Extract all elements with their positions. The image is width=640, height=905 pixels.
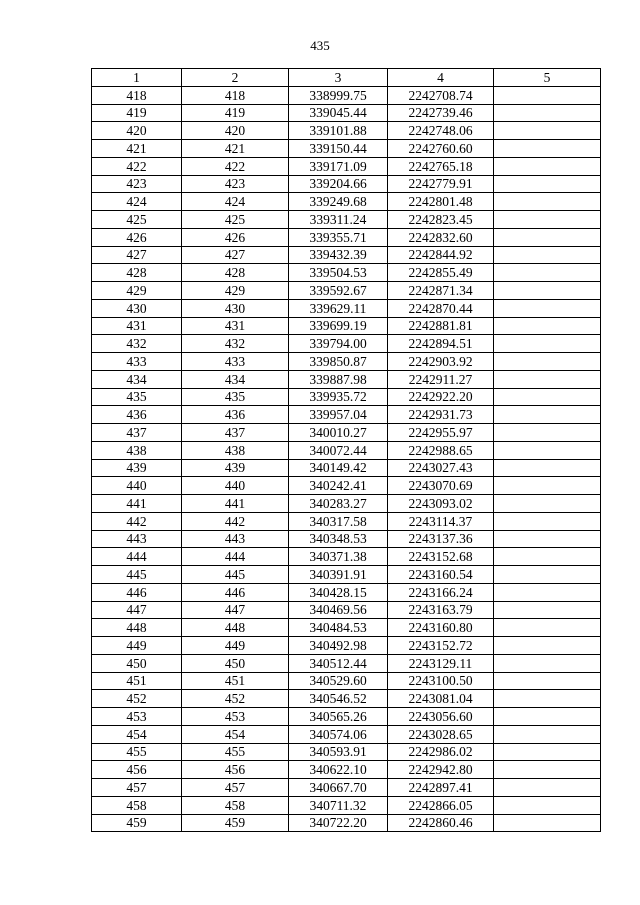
table-cell-col-2: 429 [182,282,289,300]
table-cell-col-2: 430 [182,299,289,317]
table-cell-col-1: 424 [92,193,182,211]
table-cell-col-5 [494,282,601,300]
table-cell-col-2: 420 [182,122,289,140]
table-cell-col-4: 2243137.36 [388,530,494,548]
table-cell-col-5 [494,122,601,140]
table-cell-col-3: 340149.42 [289,459,388,477]
table-cell-col-4: 2243093.02 [388,495,494,513]
table-cell-col-4: 2242931.73 [388,406,494,424]
table-row [92,140,601,158]
table-body [92,86,601,832]
table-cell-col-4: 2242894.51 [388,335,494,353]
table-cell-col-4: 2242903.92 [388,353,494,371]
table-cell-col-2: 452 [182,690,289,708]
table-cell-col-2: 456 [182,761,289,779]
table-cell-col-1: 438 [92,441,182,459]
table-cell-col-2: 425 [182,211,289,229]
table-row [92,157,601,175]
table-cell-col-4: 2243160.54 [388,566,494,584]
table-cell-col-5 [494,228,601,246]
table-row [92,441,601,459]
table-row [92,228,601,246]
table-cell-col-2: 419 [182,104,289,122]
table-cell-col-2: 454 [182,725,289,743]
table-cell-col-2: 441 [182,495,289,513]
table-cell-col-4: 2243028.65 [388,725,494,743]
table-cell-col-4: 2243129.11 [388,654,494,672]
table-cell-col-3: 340348.53 [289,530,388,548]
table-cell-col-5 [494,104,601,122]
table-cell-col-1: 450 [92,654,182,672]
table-cell-col-1: 429 [92,282,182,300]
table-cell-col-2: 440 [182,477,289,495]
table-cell-col-2: 437 [182,424,289,442]
table-row [92,512,601,530]
table-cell-col-2: 438 [182,441,289,459]
table-cell-col-4: 2242739.46 [388,104,494,122]
table-cell-col-1: 433 [92,353,182,371]
table-row [92,530,601,548]
table-cell-col-1: 437 [92,424,182,442]
table-cell-col-3: 340512.44 [289,654,388,672]
table-row [92,175,601,193]
table-cell-col-5 [494,477,601,495]
table-cell-col-3: 340722.20 [289,814,388,832]
table-row [92,495,601,513]
table-cell-col-3: 340484.53 [289,619,388,637]
table-cell-col-5 [494,335,601,353]
table-cell-col-3: 339794.00 [289,335,388,353]
table-cell-col-2: 444 [182,548,289,566]
table-cell-col-5 [494,761,601,779]
table-cell-col-4: 2243027.43 [388,459,494,477]
table-cell-col-4: 2242708.74 [388,86,494,104]
table-row [92,122,601,140]
table-cell-col-1: 435 [92,388,182,406]
table-cell-col-5 [494,175,601,193]
table-cell-col-2: 426 [182,228,289,246]
table-cell-col-4: 2242860.46 [388,814,494,832]
table-row [92,353,601,371]
table-cell-col-1: 447 [92,601,182,619]
table-cell-col-1: 430 [92,299,182,317]
table-cell-col-2: 424 [182,193,289,211]
table-cell-col-1: 457 [92,779,182,797]
table-cell-col-3: 339204.66 [289,175,388,193]
table-cell-col-3: 339101.88 [289,122,388,140]
table-cell-col-3: 340469.56 [289,601,388,619]
table-cell-col-1: 458 [92,796,182,814]
table-cell-col-3: 338999.75 [289,86,388,104]
table-row [92,583,601,601]
table-row [92,708,601,726]
table-row [92,459,601,477]
table-cell-col-4: 2242871.34 [388,282,494,300]
table-cell-col-2: 436 [182,406,289,424]
table-cell-col-3: 340622.10 [289,761,388,779]
table-cell-col-4: 2242765.18 [388,157,494,175]
table-cell-col-3: 340371.38 [289,548,388,566]
table-row [92,86,601,104]
table-cell-col-4: 2242897.41 [388,779,494,797]
table-cell-col-1: 426 [92,228,182,246]
table-cell-col-3: 340565.26 [289,708,388,726]
table-cell-col-5 [494,708,601,726]
table-cell-col-3: 339432.39 [289,246,388,264]
table-cell-col-4: 2242870.44 [388,299,494,317]
table-row [92,619,601,637]
table-cell-col-1: 454 [92,725,182,743]
table-cell-col-2: 418 [182,86,289,104]
table-cell-col-2: 442 [182,512,289,530]
table-cell-col-3: 340546.52 [289,690,388,708]
table-cell-col-2: 459 [182,814,289,832]
table-cell-col-4: 2242760.60 [388,140,494,158]
table-cell-col-4: 2242801.48 [388,193,494,211]
table-cell-col-3: 339504.53 [289,264,388,282]
table-cell-col-3: 340529.60 [289,672,388,690]
table-row [92,814,601,832]
page-number: 435 [310,38,330,53]
table-cell-col-5 [494,637,601,655]
table-row [92,548,601,566]
table-cell-col-5 [494,495,601,513]
table-cell-col-5 [494,743,601,761]
table-cell-col-2: 446 [182,583,289,601]
coordinates-table [91,68,601,832]
table-cell-col-2: 435 [182,388,289,406]
table-cell-col-5 [494,779,601,797]
table-cell-col-5 [494,654,601,672]
table-cell-col-4: 2242844.92 [388,246,494,264]
table-cell-col-2: 449 [182,637,289,655]
table-cell-col-1: 440 [92,477,182,495]
table-cell-col-5 [494,690,601,708]
table-cell-col-3: 340317.58 [289,512,388,530]
table-cell-col-5 [494,299,601,317]
table-cell-col-4: 2242881.81 [388,317,494,335]
table-row [92,672,601,690]
table-cell-col-1: 445 [92,566,182,584]
table-cell-col-3: 339850.87 [289,353,388,371]
table-cell-col-1: 418 [92,86,182,104]
table-row [92,104,601,122]
table-row [92,264,601,282]
table-cell-col-5 [494,86,601,104]
table-cell-col-3: 339249.68 [289,193,388,211]
table-cell-col-4: 2242911.27 [388,370,494,388]
table-cell-col-1: 419 [92,104,182,122]
table-cell-col-4: 2243152.68 [388,548,494,566]
table-cell-col-2: 445 [182,566,289,584]
table-cell-col-2: 447 [182,601,289,619]
table-cell-col-1: 455 [92,743,182,761]
table-cell-col-5 [494,796,601,814]
table-cell-col-4: 2243114.37 [388,512,494,530]
table-cell-col-1: 423 [92,175,182,193]
table-cell-col-2: 422 [182,157,289,175]
table-cell-col-5 [494,601,601,619]
table-row [92,779,601,797]
column-header-3: 3 [289,69,388,87]
table-row [92,406,601,424]
table-cell-col-5 [494,140,601,158]
table-cell-col-1: 422 [92,157,182,175]
table-cell-col-1: 425 [92,211,182,229]
table-row [92,317,601,335]
table-cell-col-4: 2243081.04 [388,690,494,708]
table-cell-col-4: 2242832.60 [388,228,494,246]
table-cell-col-4: 2243152.72 [388,637,494,655]
table-cell-col-2: 428 [182,264,289,282]
table-cell-col-5 [494,441,601,459]
table-cell-col-1: 442 [92,512,182,530]
table-row [92,193,601,211]
table-cell-col-3: 340428.15 [289,583,388,601]
table-row [92,424,601,442]
table-cell-col-4: 2243160.80 [388,619,494,637]
table-cell-col-5 [494,672,601,690]
table-cell-col-1: 428 [92,264,182,282]
table-row [92,370,601,388]
table-row [92,477,601,495]
table-cell-col-5 [494,264,601,282]
table-cell-col-3: 340391.91 [289,566,388,584]
table-cell-col-4: 2242986.02 [388,743,494,761]
table-row [92,761,601,779]
table-cell-col-2: 431 [182,317,289,335]
table-cell-col-2: 458 [182,796,289,814]
table-row [92,690,601,708]
table-cell-col-3: 340574.06 [289,725,388,743]
table-cell-col-3: 340072.44 [289,441,388,459]
table-row [92,566,601,584]
table-cell-col-5 [494,406,601,424]
table-cell-col-5 [494,512,601,530]
table-cell-col-2: 448 [182,619,289,637]
table-cell-col-3: 340593.91 [289,743,388,761]
table-cell-col-2: 455 [182,743,289,761]
table-cell-col-4: 2243166.24 [388,583,494,601]
table-row [92,796,601,814]
table-cell-col-5 [494,583,601,601]
table-cell-col-1: 452 [92,690,182,708]
table-cell-col-5 [494,566,601,584]
table-cell-col-5 [494,157,601,175]
table-cell-col-1: 456 [92,761,182,779]
table-cell-col-2: 457 [182,779,289,797]
column-header-4: 4 [388,69,494,87]
table-row [92,654,601,672]
table-cell-col-5 [494,211,601,229]
table-cell-col-5 [494,530,601,548]
table-row [92,299,601,317]
table-cell-col-1: 449 [92,637,182,655]
table-cell-col-1: 420 [92,122,182,140]
table-cell-col-3: 340283.27 [289,495,388,513]
table-cell-col-4: 2243056.60 [388,708,494,726]
table-cell-col-3: 340242.41 [289,477,388,495]
table-cell-col-3: 339957.04 [289,406,388,424]
table-row [92,601,601,619]
table-cell-col-4: 2243163.79 [388,601,494,619]
table-cell-col-4: 2243100.50 [388,672,494,690]
table-cell-col-5 [494,459,601,477]
table-cell-col-4: 2243070.69 [388,477,494,495]
table-cell-col-3: 339935.72 [289,388,388,406]
table-cell-col-4: 2242942.80 [388,761,494,779]
table-cell-col-2: 450 [182,654,289,672]
table-cell-col-1: 439 [92,459,182,477]
table-cell-col-5 [494,193,601,211]
table-cell-col-3: 340492.98 [289,637,388,655]
table-row [92,282,601,300]
table-cell-col-2: 433 [182,353,289,371]
table-cell-col-2: 453 [182,708,289,726]
table-cell-col-3: 339699.19 [289,317,388,335]
table-cell-col-1: 451 [92,672,182,690]
table-cell-col-4: 2242855.49 [388,264,494,282]
table-cell-col-3: 339311.24 [289,211,388,229]
table-cell-col-5 [494,725,601,743]
table-cell-col-3: 339150.44 [289,140,388,158]
table-cell-col-2: 427 [182,246,289,264]
table-cell-col-4: 2242988.65 [388,441,494,459]
table-cell-col-1: 453 [92,708,182,726]
table-cell-col-4: 2242779.91 [388,175,494,193]
table-row [92,335,601,353]
table-cell-col-4: 2242823.45 [388,211,494,229]
table-cell-col-1: 446 [92,583,182,601]
table-cell-col-3: 339355.71 [289,228,388,246]
table-cell-col-1: 443 [92,530,182,548]
table-row [92,637,601,655]
table-cell-col-1: 421 [92,140,182,158]
table-cell-col-2: 432 [182,335,289,353]
table-cell-col-5 [494,370,601,388]
table-cell-col-2: 434 [182,370,289,388]
table-cell-col-2: 443 [182,530,289,548]
table-cell-col-3: 339045.44 [289,104,388,122]
table-cell-col-2: 421 [182,140,289,158]
table-cell-col-1: 427 [92,246,182,264]
column-header-1: 1 [92,69,182,87]
table-cell-col-4: 2242866.05 [388,796,494,814]
table-cell-col-5 [494,548,601,566]
table-cell-col-5 [494,814,601,832]
table-cell-col-1: 441 [92,495,182,513]
column-header-5: 5 [494,69,601,87]
table-cell-col-3: 339887.98 [289,370,388,388]
table-cell-col-5 [494,317,601,335]
table-cell-col-1: 444 [92,548,182,566]
table-row [92,388,601,406]
table-cell-col-3: 340711.32 [289,796,388,814]
table-cell-col-4: 2242922.20 [388,388,494,406]
table-cell-col-1: 436 [92,406,182,424]
table-row [92,246,601,264]
table-cell-col-2: 439 [182,459,289,477]
table-cell-col-5 [494,353,601,371]
table-cell-col-4: 2242748.06 [388,122,494,140]
table-row [92,725,601,743]
table-cell-col-3: 340010.27 [289,424,388,442]
table-cell-col-1: 459 [92,814,182,832]
table-cell-col-3: 339592.67 [289,282,388,300]
table-cell-col-3: 339629.11 [289,299,388,317]
table-cell-col-5 [494,619,601,637]
table-cell-col-2: 451 [182,672,289,690]
table-header-row [92,69,601,87]
table-cell-col-2: 423 [182,175,289,193]
table-row [92,743,601,761]
table-cell-col-3: 339171.09 [289,157,388,175]
table-cell-col-4: 2242955.97 [388,424,494,442]
table-cell-col-3: 340667.70 [289,779,388,797]
table-cell-col-5 [494,424,601,442]
table-row [92,211,601,229]
table-cell-col-1: 434 [92,370,182,388]
table-cell-col-1: 432 [92,335,182,353]
table-cell-col-5 [494,246,601,264]
table-cell-col-1: 448 [92,619,182,637]
column-header-2: 2 [182,69,289,87]
table-cell-col-5 [494,388,601,406]
table-cell-col-1: 431 [92,317,182,335]
